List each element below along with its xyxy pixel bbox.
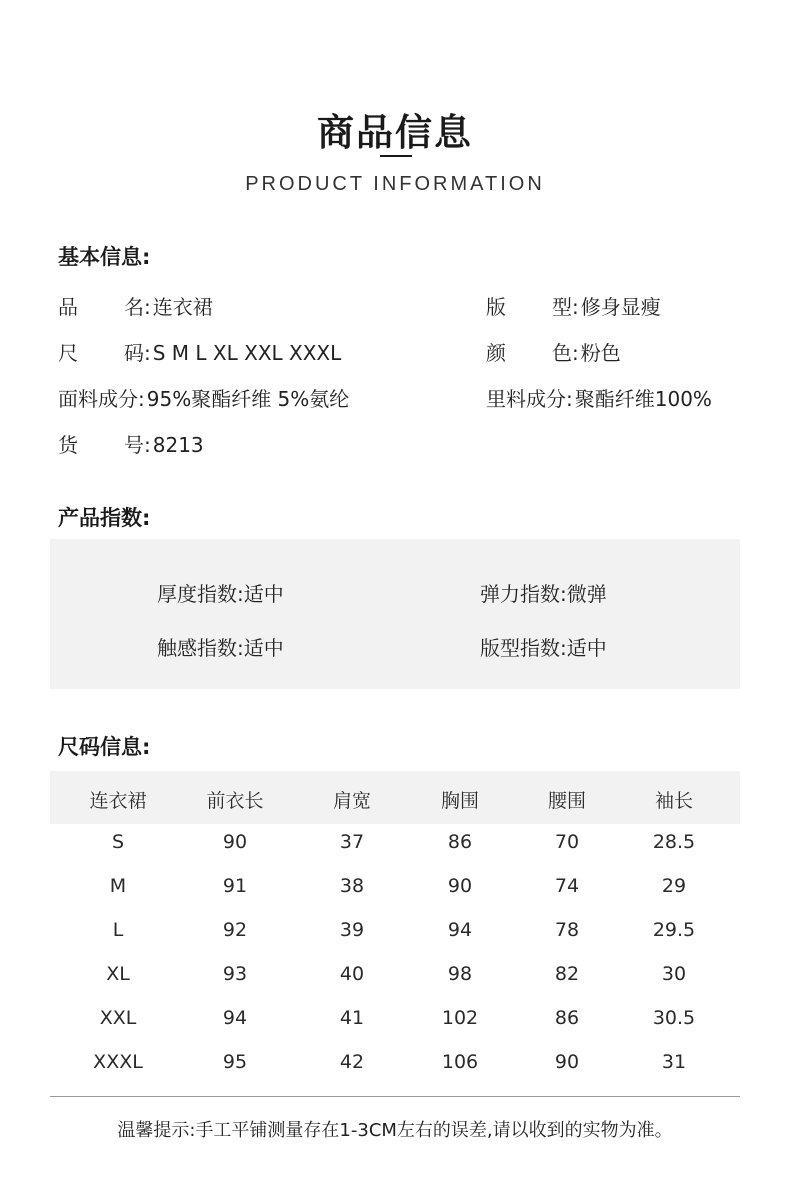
size-table-cell: XXL xyxy=(99,1007,137,1029)
info-label: 里料成分 xyxy=(486,387,566,411)
size-table-cell: 98 xyxy=(447,963,473,985)
size-table-cell: 95 xyxy=(222,1051,248,1073)
size-table-column-header: 肩宽 xyxy=(332,790,371,812)
size-table-cell: 40 xyxy=(339,963,365,985)
page-subtitle: PRODUCT INFORMATION xyxy=(245,173,545,195)
size-table-cell: 30 xyxy=(661,963,687,985)
size-table-cell: 86 xyxy=(447,831,473,853)
product-index-heading: 产品指数: xyxy=(58,506,151,530)
page-title: 商品信息 xyxy=(317,111,473,154)
info-row-name: 品 名 : 连衣裙 xyxy=(58,291,213,320)
info-row-color: 颜 色 : 粉色 xyxy=(486,337,621,366)
size-table-cell: 93 xyxy=(222,963,248,985)
size-table-cell: 29 xyxy=(661,875,687,897)
size-table-cell: 29.5 xyxy=(652,919,696,941)
size-table-cell: 41 xyxy=(339,1007,365,1029)
info-label: 版 型 xyxy=(486,295,572,319)
info-value: 修身显瘦 xyxy=(580,295,661,319)
index-thickness: 厚度指数:适中 xyxy=(157,582,284,606)
size-table-cell: 92 xyxy=(222,919,248,941)
size-table-cell: 70 xyxy=(554,831,580,853)
info-label: 颜 色 xyxy=(486,341,572,365)
size-table-cell: L xyxy=(112,919,124,941)
size-table-cell: 91 xyxy=(222,875,248,897)
info-row-item-number: 货 号 : 8213 xyxy=(58,429,204,458)
index-touch: 触感指数:适中 xyxy=(157,636,284,660)
index-fit: 版型指数:适中 xyxy=(480,636,607,660)
basic-info-heading: 基本信息: xyxy=(58,245,151,269)
info-row-fabric: 面料成分: 95%聚酯纤维 5%氨纶 xyxy=(58,383,349,412)
size-table-cell: 106 xyxy=(441,1051,479,1073)
size-table-cell: 39 xyxy=(339,919,365,941)
info-value: S M L XL XXL XXXL xyxy=(152,341,342,365)
size-table-cell: 94 xyxy=(222,1007,248,1029)
size-table-column-header: 腰围 xyxy=(547,790,586,812)
size-table-cell: M xyxy=(109,875,127,897)
product-index-panel xyxy=(50,539,740,689)
size-table-cell: 42 xyxy=(339,1051,365,1073)
size-table-cell: 31 xyxy=(661,1051,687,1073)
size-table-cell: 30.5 xyxy=(652,1007,696,1029)
size-table-cell: 38 xyxy=(339,875,365,897)
size-table-column-header: 连衣裙 xyxy=(89,790,147,812)
info-value: 粉色 xyxy=(580,341,621,365)
size-table-cell: XXXL xyxy=(93,1051,143,1073)
size-table-cell: 86 xyxy=(554,1007,580,1029)
info-value: 聚酯纤维100% xyxy=(574,387,712,411)
info-row-size: 尺 码 : S M L XL XXL XXXL xyxy=(58,337,341,366)
footer-divider xyxy=(50,1096,740,1097)
footer-note: 温馨提示:手工平铺测量存在1-3CM左右的误差,请以收到的实物为准。 xyxy=(117,1120,673,1141)
size-table-cell: 94 xyxy=(447,919,473,941)
size-table-cell: 90 xyxy=(447,875,473,897)
size-table-cell: 90 xyxy=(554,1051,580,1073)
info-label: 品 名 xyxy=(58,295,144,319)
info-row-lining: 里料成分: 聚酯纤维100% xyxy=(486,383,712,412)
size-table-cell: 74 xyxy=(554,875,580,897)
info-row-fit: 版 型 : 修身显瘦 xyxy=(486,291,661,320)
size-table-cell: S xyxy=(111,831,125,853)
size-info-heading: 尺码信息: xyxy=(58,735,151,759)
info-label: 尺 码 xyxy=(58,341,144,365)
size-table-cell: 82 xyxy=(554,963,580,985)
size-table-cell: 102 xyxy=(441,1007,479,1029)
size-table-cell: 28.5 xyxy=(652,831,696,853)
info-value: 连衣裙 xyxy=(152,295,213,319)
info-label: 面料成分 xyxy=(58,387,138,411)
size-table-cell: 78 xyxy=(554,919,580,941)
size-table-cell: XL xyxy=(106,963,130,985)
size-table-cell: 90 xyxy=(222,831,248,853)
size-table-cell: 37 xyxy=(339,831,365,853)
info-value: 95%聚酯纤维 5%氨纶 xyxy=(146,387,350,411)
index-elasticity: 弹力指数:微弹 xyxy=(480,582,607,606)
info-label: 货 号 xyxy=(58,433,144,457)
size-table-column-header: 胸围 xyxy=(440,790,479,812)
size-table-column-header: 前衣长 xyxy=(206,790,264,812)
info-value: 8213 xyxy=(152,433,204,457)
size-table-column-header: 袖长 xyxy=(654,790,693,812)
title-divider xyxy=(380,155,412,157)
